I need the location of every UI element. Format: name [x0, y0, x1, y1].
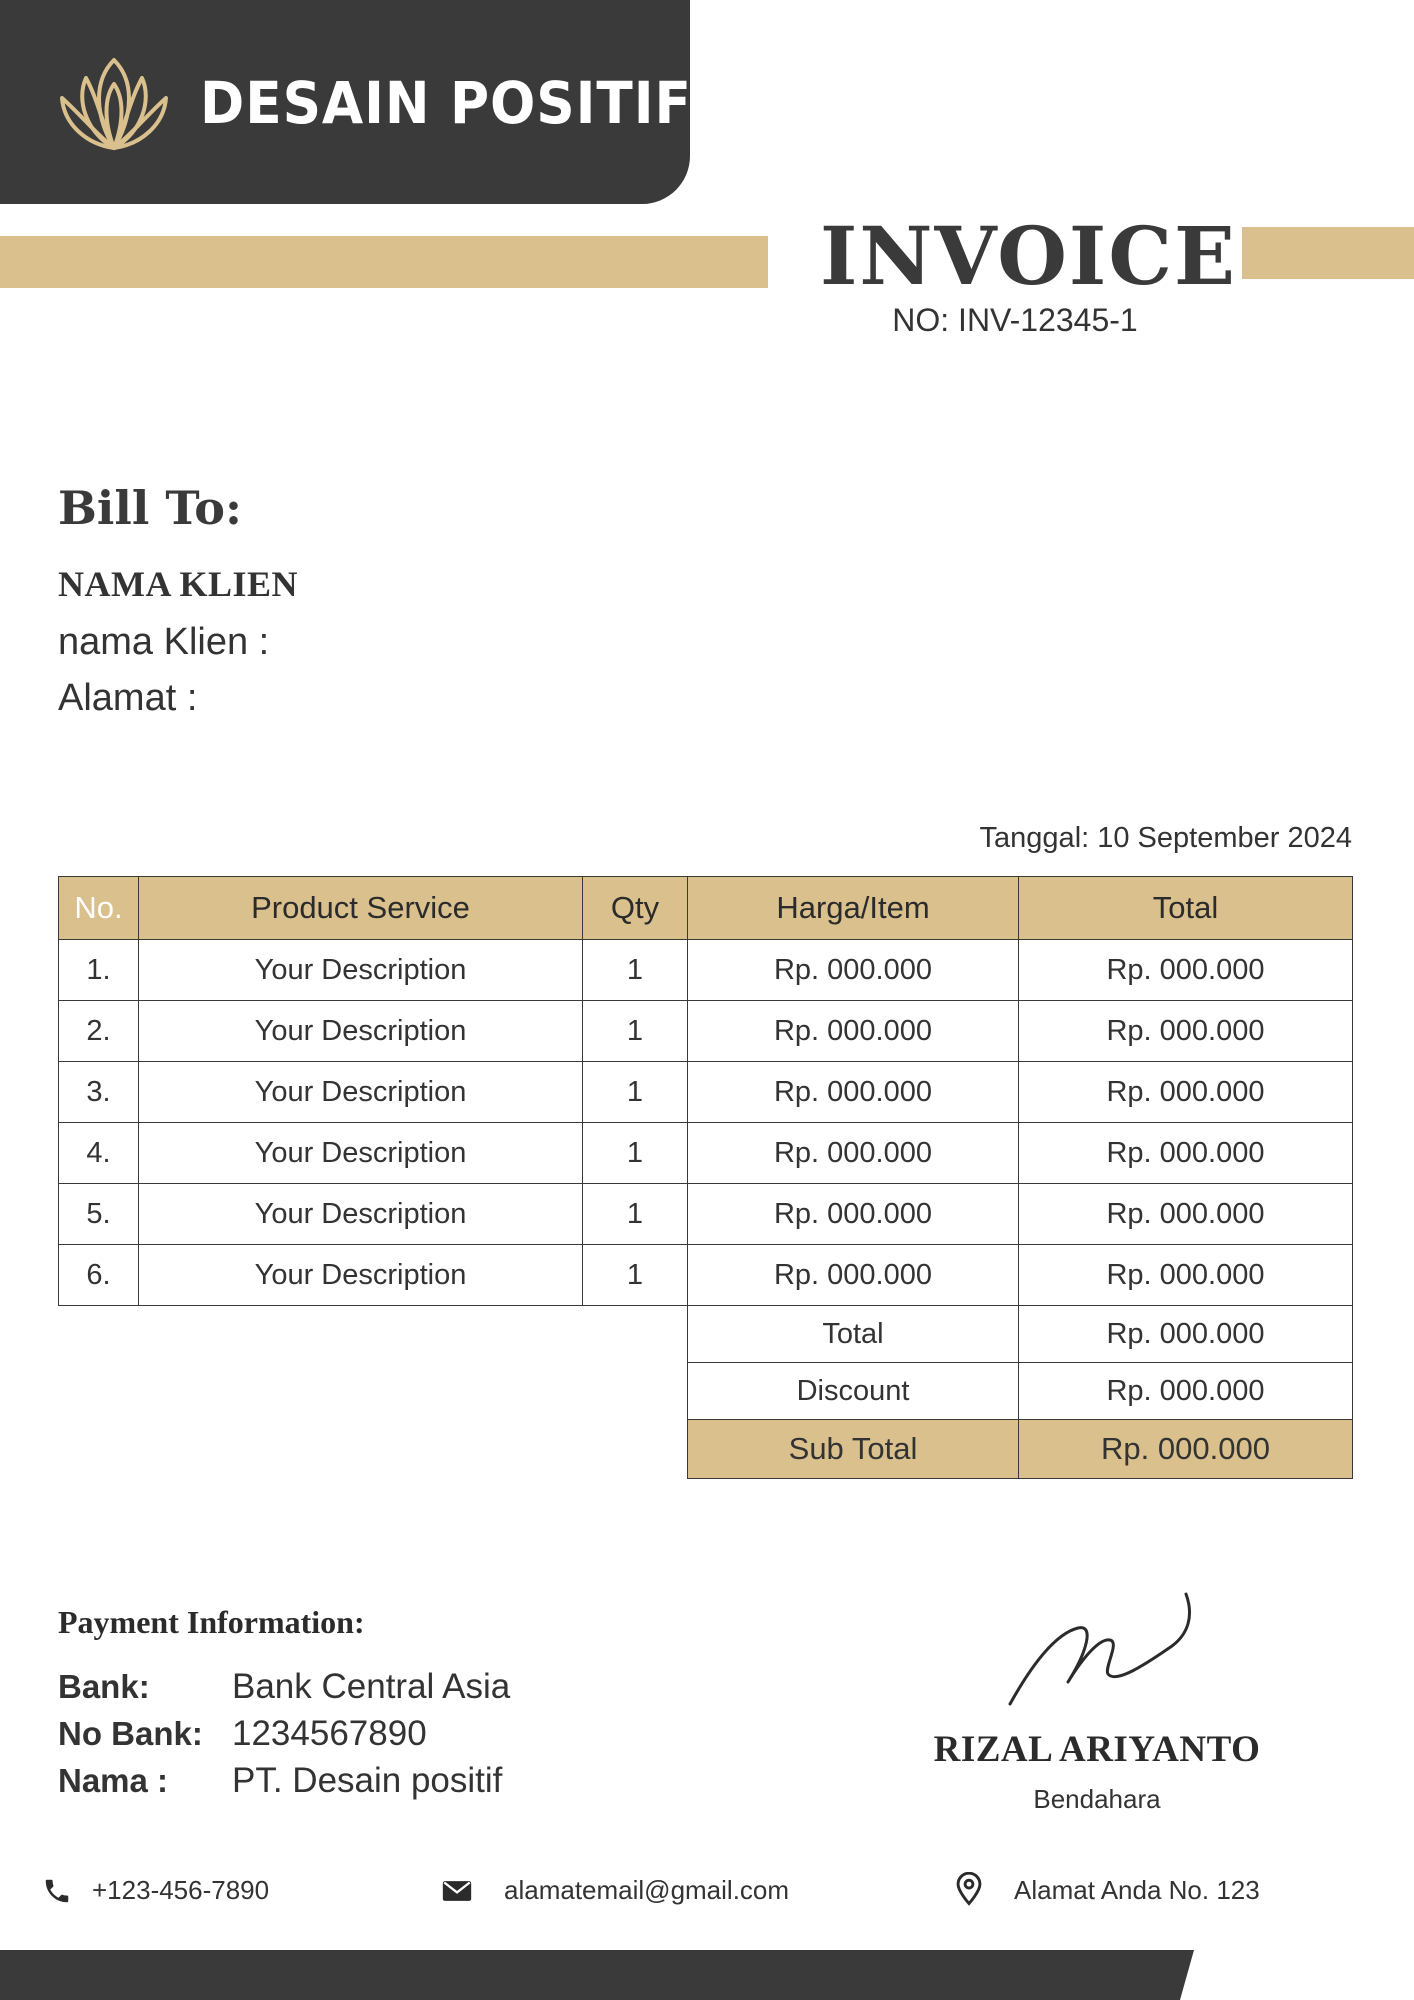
summary-total-value: Rp. 000.000 [1019, 1306, 1353, 1363]
row-total: Rp. 000.000 [1019, 1062, 1353, 1123]
summary-subtotal-row [59, 1420, 1353, 1479]
table-row [59, 1245, 1353, 1306]
summary-subtotal-label: Sub Total [688, 1420, 1019, 1479]
phone-icon [42, 1874, 72, 1908]
invoice-number: NO: INV-12345-1 [892, 302, 1138, 338]
table-row [59, 1123, 1353, 1184]
account-value: 1234567890 [232, 1714, 427, 1753]
header-price: Harga/Item [688, 877, 1019, 940]
summary-discount-label: Discount [688, 1363, 1019, 1420]
summary-total-label: Total [688, 1306, 1019, 1363]
row-price: Rp. 000.000 [688, 1123, 1019, 1184]
row-total: Rp. 000.000 [1019, 940, 1353, 1001]
client-name-line: nama Klien : [58, 621, 270, 663]
signer-role: Bendahara [1033, 1784, 1161, 1814]
summary-discount-row [59, 1363, 1353, 1420]
table-row [59, 1062, 1353, 1123]
row-price: Rp. 000.000 [688, 1184, 1019, 1245]
bank-label: Bank: [58, 1668, 150, 1705]
summary-spacer [59, 1420, 688, 1479]
row-description: Your Description [139, 1123, 583, 1184]
row-price: Rp. 000.000 [688, 1001, 1019, 1062]
row-total: Rp. 000.000 [1019, 1001, 1353, 1062]
invoice-date: Tanggal: 10 September 2024 [979, 822, 1352, 854]
table-header-row [59, 877, 1353, 940]
header-no: No. [59, 877, 139, 940]
row-qty: 1 [583, 1245, 688, 1306]
signature-graphic [996, 1572, 1202, 1712]
row-description: Your Description [139, 1001, 583, 1062]
lotus-logo-icon [56, 54, 172, 154]
summary-subtotal-value: Rp. 000.000 [1019, 1420, 1353, 1479]
client-title: NAMA KLIEN [58, 564, 299, 604]
row-no: 2. [59, 1001, 139, 1062]
row-description: Your Description [139, 1245, 583, 1306]
bank-value: Bank Central Asia [232, 1667, 511, 1706]
location-pin-icon [954, 1872, 984, 1906]
header-total: Total [1019, 877, 1353, 940]
row-no: 5. [59, 1184, 139, 1245]
row-price: Rp. 000.000 [688, 1245, 1019, 1306]
row-qty: 1 [583, 1001, 688, 1062]
gold-accent-bar-right [1242, 227, 1414, 279]
row-no: 3. [59, 1062, 139, 1123]
account-label: No Bank: [58, 1715, 203, 1752]
row-no: 1. [59, 940, 139, 1001]
contact-address: Alamat Anda No. 123 [1014, 1875, 1260, 1905]
row-description: Your Description [139, 1184, 583, 1245]
table-row [59, 940, 1353, 1001]
row-total: Rp. 000.000 [1019, 1245, 1353, 1306]
row-total: Rp. 000.000 [1019, 1184, 1353, 1245]
contact-phone: +123-456-7890 [92, 1875, 270, 1905]
account-name-label: Nama : [58, 1762, 169, 1799]
row-total: Rp. 000.000 [1019, 1123, 1353, 1184]
footer-bar [0, 1950, 1414, 2000]
row-qty: 1 [583, 940, 688, 1001]
header-qty: Qty [583, 877, 688, 940]
table-row [59, 1184, 1353, 1245]
summary-total-row [59, 1306, 1353, 1363]
row-price: Rp. 000.000 [688, 1062, 1019, 1123]
client-address-line: Alamat : [58, 677, 198, 719]
payment-heading: Payment Information: [58, 1604, 365, 1640]
brand-name: DESAIN POSITIF [200, 69, 692, 137]
row-description: Your Description [139, 940, 583, 1001]
row-no: 4. [59, 1123, 139, 1184]
summary-spacer [59, 1306, 688, 1363]
signer-name: RIZAL ARIYANTO [933, 1729, 1261, 1770]
gold-accent-bar-left [0, 236, 768, 288]
row-price: Rp. 000.000 [688, 940, 1019, 1001]
row-qty: 1 [583, 1123, 688, 1184]
summary-discount-value: Rp. 000.000 [1019, 1363, 1353, 1420]
header-product: Product Service [139, 877, 583, 940]
row-no: 6. [59, 1245, 139, 1306]
summary-spacer [59, 1363, 688, 1420]
invoice-table [58, 876, 1353, 1479]
contact-email: alamatemail@gmail.com [504, 1875, 790, 1905]
row-qty: 1 [583, 1062, 688, 1123]
account-name-value: PT. Desain positif [232, 1761, 503, 1800]
invoice-title: INVOICE [820, 209, 1237, 303]
row-qty: 1 [583, 1184, 688, 1245]
envelope-icon [440, 1874, 474, 1908]
bill-to-heading: Bill To: [58, 481, 242, 535]
row-description: Your Description [139, 1062, 583, 1123]
table-row [59, 1001, 1353, 1062]
